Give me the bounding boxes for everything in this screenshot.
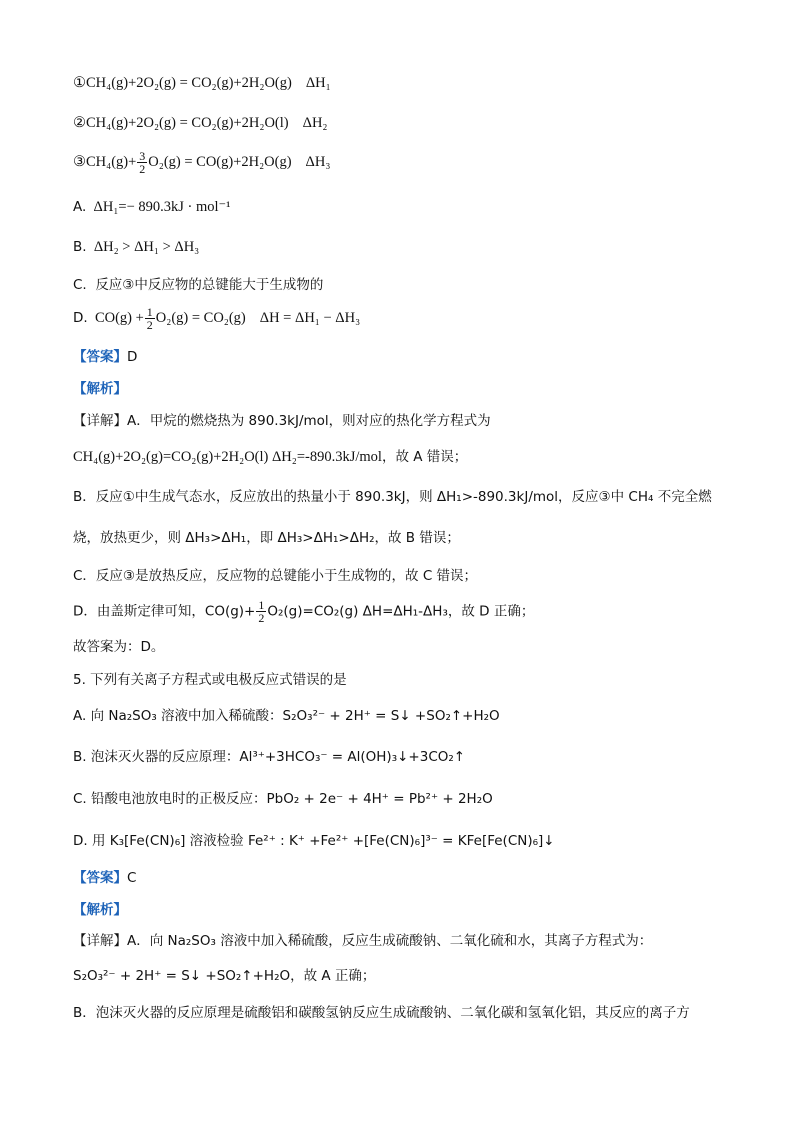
fraction-numerator: 3 <box>139 149 146 163</box>
q4-detail-2 <box>73 446 733 468</box>
enthalpy-symbol: ΔH₂ <box>302 115 328 131</box>
option-text: O₂(g) = CO₂(g) <box>155 309 246 326</box>
fraction <box>256 599 266 624</box>
enthalpy-symbol: ΔH₃ <box>305 153 331 170</box>
equation-number: ② <box>73 115 86 131</box>
answer-tag: 【答案】 <box>73 349 127 365</box>
equation-3 <box>73 150 733 175</box>
q4-detail-7 <box>73 636 733 658</box>
q4-detail-4 <box>73 527 733 549</box>
fraction-denominator: 2 <box>139 162 146 176</box>
option-label: A. <box>73 199 87 215</box>
equation-number: ① <box>73 75 86 91</box>
detail-text: S₂O₃²⁻ + 2H⁺ = S↓ +SO₂↑+H₂O，故 A 正确； <box>73 968 376 984</box>
q5-option-b <box>73 746 733 768</box>
detail-tag: 【详解】 <box>73 933 127 949</box>
detail-text: O₂(g)=CO₂(g) ΔH=ΔH₁-ΔH₃，故 D 正确； <box>267 603 535 620</box>
detail-text: B．反应①中生成气态水，反应放出的热量小于 890.3kJ，则 ΔH₁>-890.3kJ/mol，反应③中 CH₄ 不完全燃 <box>73 489 712 505</box>
option-text: C. 铅酸电池放电时的正极反应：PbO₂ + 2e⁻ + 4H⁺ = Pb²⁺ + 2H₂O <box>73 791 493 807</box>
q4-detail-3 <box>73 486 733 508</box>
question-stem: 5. 下列有关离子方程式或电极反应式错误的是 <box>73 672 347 688</box>
q5-stem <box>73 669 733 691</box>
detail-text: D．由盖斯定律可知，CO(g)+ <box>73 603 256 620</box>
option-text: A. 向 Na₂SO₃ 溶液中加入稀硫酸：S₂O₃²⁻ + 2H⁺ = S↓ +SO₂↑+H₂O <box>73 708 500 724</box>
fraction-numerator: 1 <box>146 305 153 319</box>
analysis-tag: 【解析】 <box>73 902 127 918</box>
detail-text: A．向 Na₂SO₃ 溶液中加入稀硫酸，反应生成硫酸钠、二氧化硫和水，其离子方程式为： <box>127 933 653 949</box>
q5-option-d <box>73 830 733 852</box>
equation-body: O₂(g) = CO(g)+2H₂O(g) <box>148 153 292 170</box>
detail-tag: 【详解】 <box>73 413 127 429</box>
q5-detail-3 <box>73 1002 733 1024</box>
detail-text: B．泡沫灭火器的反应原理是硫酸铝和碳酸氢钠反应生成硫酸钠、二氧化碳和氢氧化铝，其反应的离子方 <box>73 1005 690 1021</box>
fraction-denominator: 2 <box>146 318 153 332</box>
q4-option-d <box>73 306 733 331</box>
answer-tag: 【答案】 <box>73 870 127 886</box>
equation-body: CH₄(g)+2O₂(g) = CO₂(g)+2H₂O(g) <box>86 75 292 91</box>
equation-1 <box>73 72 733 94</box>
detail-text: 故答案为：D。 <box>73 639 165 655</box>
q4-option-a <box>73 196 733 218</box>
detail-equation: CH₄(g)+2O₂(g)=CO₂(g)+2H₂O(l) ΔH₂=-890.3kJ/mol <box>73 449 382 465</box>
q4-option-c <box>73 274 733 296</box>
detail-text: C．反应③是放热反应，反应物的总键能小于生成物的，故 C 错误； <box>73 568 478 584</box>
option-text: ΔH₁=− 890.3kJ · mol⁻¹ <box>93 199 231 215</box>
option-label: D. <box>73 309 88 326</box>
option-label: B. <box>73 239 87 255</box>
q5-answer <box>73 867 733 889</box>
enthalpy-expression: ΔH = ΔH₁ − ΔH₃ <box>259 309 361 326</box>
fraction <box>145 306 155 331</box>
q5-analysis <box>73 899 733 921</box>
option-text: B. 泡沫灭火器的反应原理：Al³⁺+3HCO₃⁻ = Al(OH)₃↓+3CO₂↑ <box>73 749 466 765</box>
q4-option-b <box>73 236 733 258</box>
equation-2 <box>73 112 733 134</box>
q4-answer <box>73 346 733 368</box>
fraction <box>137 150 147 175</box>
q4-analysis <box>73 378 733 400</box>
option-text: ΔH₂ > ΔH₁ > ΔH₃ <box>93 239 200 255</box>
equation-body: CH₄(g)+ <box>86 153 137 170</box>
q5-option-c <box>73 788 733 810</box>
detail-text: 烧，放热更少，则 ΔH₃>ΔH₁，即 ΔH₃>ΔH₁>ΔH₂，故 B 错误； <box>73 530 460 546</box>
detail-text: ，故 A 错误； <box>381 449 468 465</box>
q4-detail-6 <box>73 599 733 624</box>
equation-number: ③ <box>73 153 86 170</box>
q5-detail-1 <box>73 930 733 952</box>
option-label: C. <box>73 277 87 293</box>
equation-body: CH₄(g)+2O₂(g) = CO₂(g)+2H₂O(l) <box>86 115 289 131</box>
answer-value: D <box>127 349 138 365</box>
detail-text: A．甲烷的燃烧热为 890.3kJ/mol，则对应的热化学方程式为 <box>127 413 491 429</box>
answer-value: C <box>127 870 137 886</box>
enthalpy-symbol: ΔH₁ <box>305 75 331 91</box>
q4-detail-5 <box>73 565 733 587</box>
option-text: CO(g) + <box>94 309 144 326</box>
q5-option-a <box>73 705 733 727</box>
fraction-numerator: 1 <box>258 598 265 612</box>
q4-detail-1 <box>73 410 733 432</box>
fraction-denominator: 2 <box>258 611 265 625</box>
option-text: D. 用 K₃[Fe(CN)₆] 溶液检验 Fe²⁺ : K⁺ +Fe²⁺ +[Fe(CN)₆]³⁻ = KFe[Fe(CN)₆]↓ <box>73 833 555 849</box>
option-text: 反应③中反应物的总键能大于生成物的 <box>95 277 324 293</box>
analysis-tag: 【解析】 <box>73 381 127 397</box>
q5-detail-2 <box>73 965 733 987</box>
